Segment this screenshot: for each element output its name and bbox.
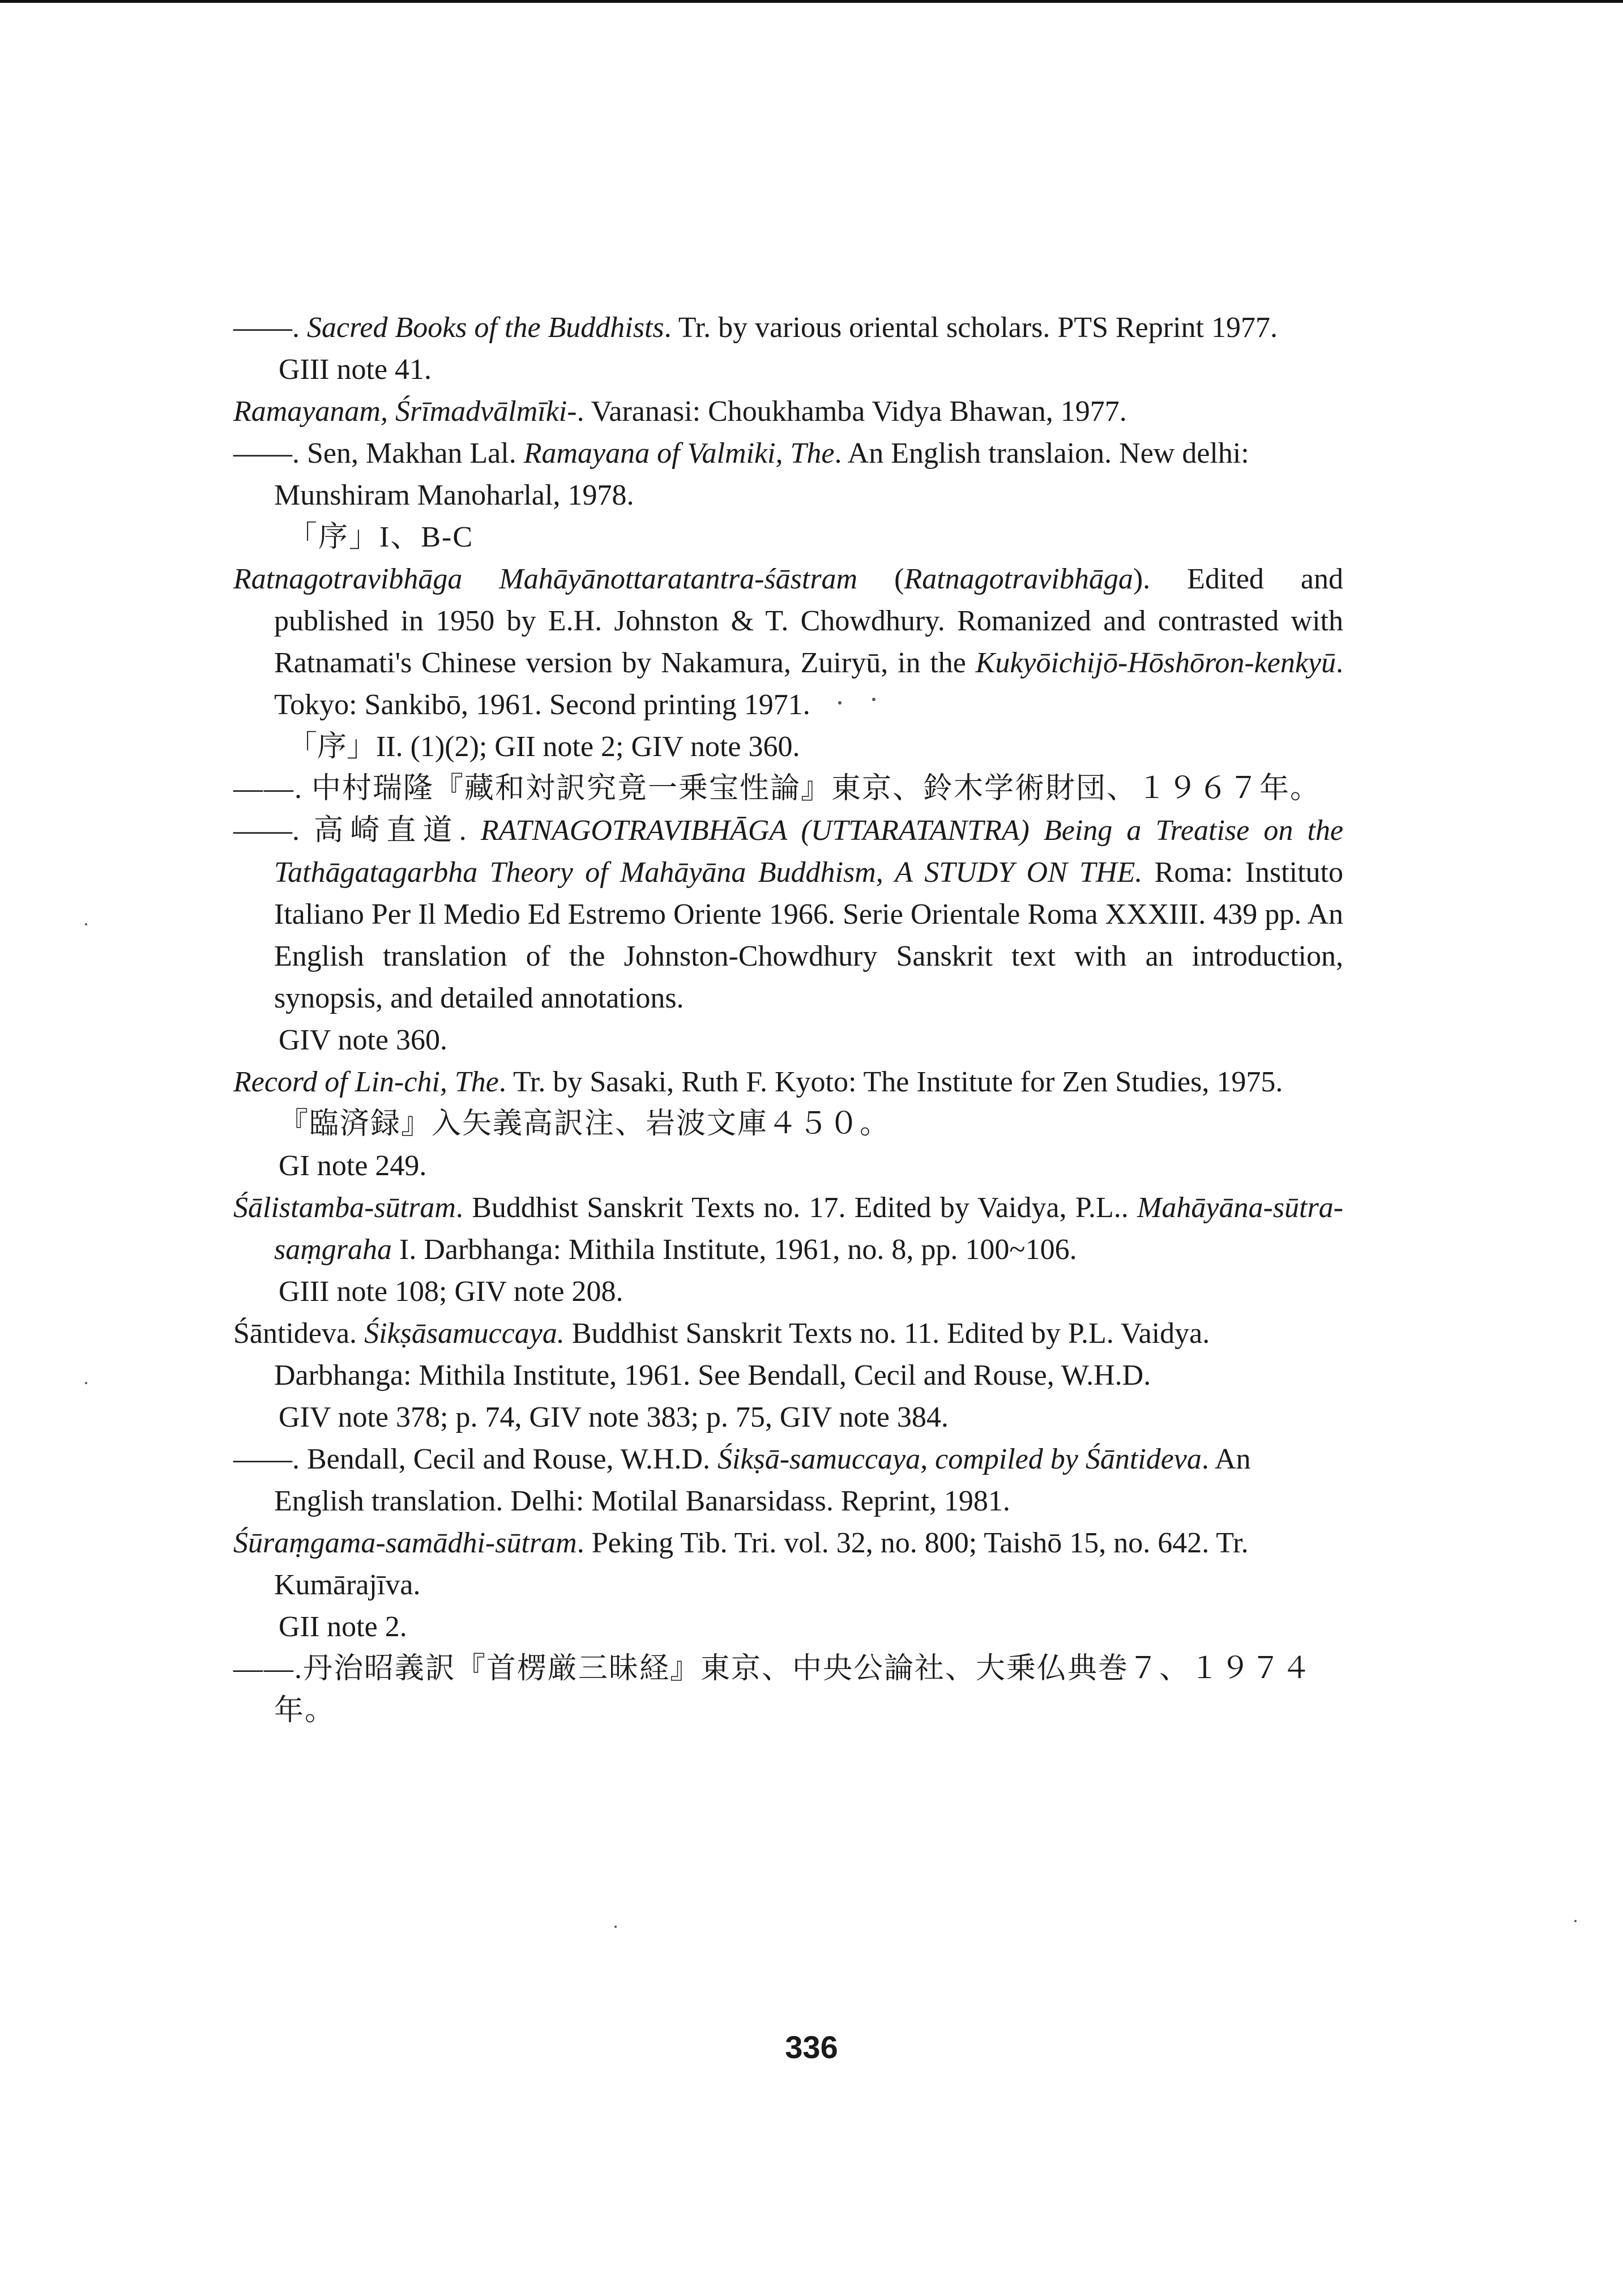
bib-note — [233, 1145, 1343, 1187]
bib-entry — [233, 1187, 1343, 1271]
bib-text: . Varanasi: Choukhamba Vidya Bhawan, 1977. — [576, 395, 1127, 428]
bib-entry — [233, 391, 1343, 433]
bib-title: Ramayanam, Śrīmadvālmīki- — [233, 395, 577, 428]
bib-text: GIII note 41. — [279, 353, 432, 386]
bib-entry — [233, 433, 1343, 517]
top-border — [0, 0, 1623, 3]
bib-text: . Tr. by Sasaki, Ruth F. Kyoto: The Institute for Zen Studies, 1975. — [498, 1066, 1283, 1098]
bib-title: Record of Lin-chi, The — [233, 1066, 499, 1098]
bib-text: 「序」I、B-C — [288, 521, 474, 553]
bib-note — [233, 1271, 1343, 1313]
bib-text: . Tokyo: Sankibō, 1961. Second printing 1971. — [274, 647, 1343, 721]
bib-text: ). Edited and published in 1950 by E.H. Johnston & T. Chowdhury. Romanized and contrasted with Ratnamati's Chinese version by Nakamura, Zuiryū, in the — [274, 563, 1343, 679]
bib-text: GIV note 378; p. 74, GIV note 383; p. 75, GIV note 384. — [279, 1401, 949, 1433]
bib-title: RATNAGOTRAVIBHĀGA (UTTARATANTRA) Being a Treatise on the Tathāgatagarbha Theory of Mahāyāna Buddhism, A STUDY ON THE. — [274, 814, 1343, 889]
bib-title: Sacred Books of the Buddhists — [307, 311, 664, 344]
bib-text: GII note 2. — [279, 1611, 407, 1643]
page-number: 336 — [785, 2029, 838, 2065]
bib-text: GIII note 108; GIV note 208. — [279, 1275, 623, 1308]
bib-title: Kukyōichijō-Hōshōron-kenkyū — [975, 647, 1336, 679]
bib-note — [233, 1397, 1343, 1439]
scan-speck — [85, 923, 87, 925]
bib-title: Śikṣāsamuccaya. — [364, 1317, 565, 1350]
bib-entry — [233, 768, 1343, 810]
bib-text: . Buddhist Sanskrit Texts no. 17. Edited by Vaidya, P.L.. — [455, 1192, 1138, 1224]
scan-speck — [1574, 1920, 1577, 1922]
bib-text: GIV note 360. — [279, 1024, 448, 1056]
bib-title: Śālistamba-sūtram — [233, 1192, 456, 1224]
bib-text: ——.丹治昭義訳『首楞厳三昧経』東京、中央公論社、大乗仏典巻７、１９７４年。 — [233, 1653, 1313, 1727]
bib-text: 『臨済録』入矢義高訳注、岩波文庫４５０。 — [279, 1108, 891, 1140]
bib-title: Ratnagotravibhāga Mahāyānottaratantra-śāstram — [233, 563, 858, 595]
bib-entry — [233, 1648, 1343, 1732]
bib-entry — [233, 1522, 1343, 1606]
bib-entry — [233, 307, 1343, 349]
bibliography-list — [233, 307, 1343, 1732]
bib-text: 「序」II. (1)(2); GII note 2; GIV note 360. — [288, 731, 800, 763]
bib-note — [233, 1103, 1343, 1145]
bib-note — [233, 349, 1343, 391]
bib-note — [233, 1019, 1343, 1061]
bib-note — [233, 726, 1343, 768]
bib-entry — [233, 1313, 1343, 1397]
bib-text: ——. Bendall, Cecil and Rouse, W.H.D. — [233, 1443, 718, 1475]
bib-text: . An English translaion. New delhi: Munshiram Manoharlal, 1978. — [274, 437, 1249, 511]
bib-text: . An English translation. Delhi: Motilal Banarsidass. Reprint, 1981. — [274, 1443, 1251, 1517]
bib-title: Śūraṃgama-samādhi-sūtram — [233, 1527, 577, 1559]
scan-speck — [614, 1926, 617, 1928]
scan-speck — [838, 701, 842, 705]
bib-title: Śikṣā-samuccaya, compiled by Śāntideva — [717, 1443, 1202, 1475]
bib-title: Ratnagotravibhāga — [904, 563, 1133, 595]
bib-title: Ramayana of Valmiki, The — [523, 437, 835, 470]
bib-entry — [233, 1061, 1343, 1103]
bib-text: ——. 高崎直道. — [233, 814, 481, 847]
bib-text: Śāntideva. — [233, 1317, 365, 1350]
bib-text: ( — [857, 563, 904, 595]
bib-text: GI note 249. — [279, 1150, 427, 1182]
bib-text: . Tr. by various oriental scholars. PTS Reprint 1977. — [664, 311, 1278, 344]
scan-speck — [872, 698, 875, 701]
bib-text: Roma: Instituto Italiano Per Il Medio Ed Estremo Oriente 1966. Serie Orientale Roma XXXIII. 439 pp. An English translation of the Johnston-Chowdhury Sanskrit text with an introduction, synopsis, and detailed annotations. — [274, 856, 1343, 1014]
bib-text: ——. Sen, Makhan Lal. — [233, 437, 524, 470]
bib-entry — [233, 558, 1343, 726]
scan-speck — [85, 1382, 87, 1384]
bib-text: Buddhist Sanskrit Texts no. 11. Edited by P.L. Vaidya. Darbhanga: Mithila Institute, 1961. See Bendall, Cecil and Rouse, W.H.D. — [274, 1317, 1210, 1392]
bib-note — [233, 1606, 1343, 1648]
bib-text: I. Darbhanga: Mithila Institute, 1961, no. 8, pp. 100~106. — [392, 1234, 1077, 1266]
bib-entry — [233, 810, 1343, 1019]
bib-text: . Peking Tib. Tri. vol. 32, no. 800; Taishō 15, no. 642. Tr. Kumārajīva. — [274, 1527, 1249, 1601]
bib-text: ——. 中村瑞隆『藏和対訳究竟一乗宝性論』東京、鈴木学術財団、１９６７年。 — [233, 773, 1321, 805]
bib-title: Mahāyāna-sūtra-saṃgraha — [274, 1192, 1343, 1266]
bib-note — [233, 517, 1343, 558]
bib-entry — [233, 1439, 1343, 1522]
bib-text: ——. — [233, 311, 307, 344]
